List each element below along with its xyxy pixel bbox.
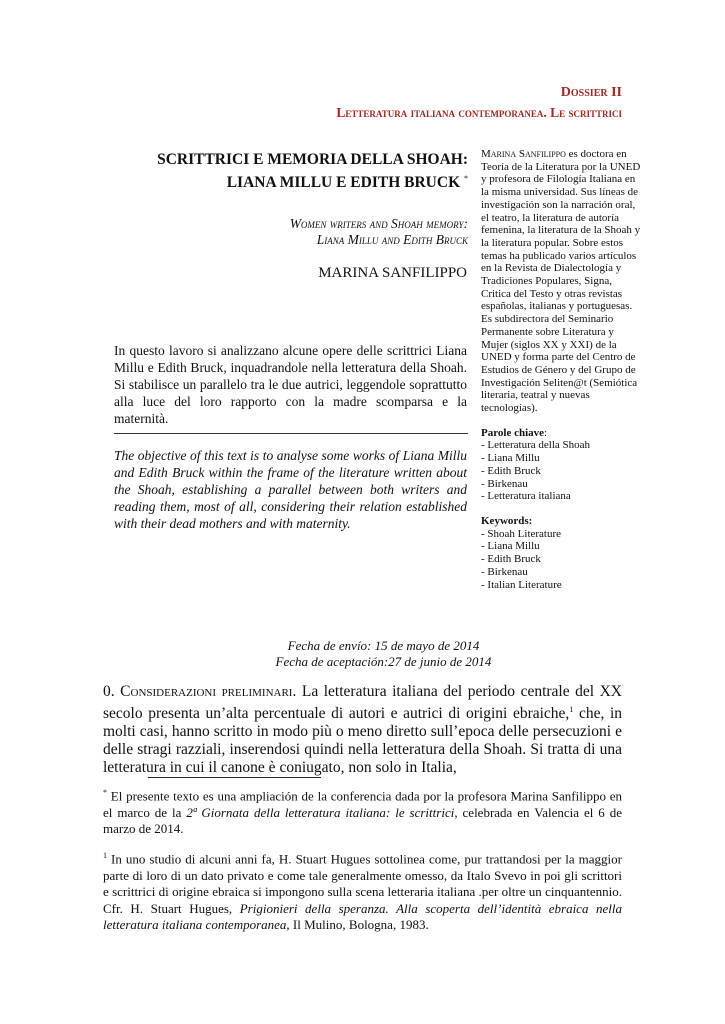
- list-item: - Birkenau: [481, 477, 528, 490]
- list-item: - Letteratura italiana: [481, 490, 571, 503]
- running-header: [336, 83, 622, 123]
- list-item: - Liana Millu: [481, 452, 540, 465]
- english-title: [290, 216, 468, 248]
- date-accepted: Fecha de aceptación:27 de junio de 2014: [275, 654, 492, 669]
- list-item: - Edith Bruck: [481, 464, 541, 477]
- article-title: [157, 150, 468, 192]
- list-item: - Liana Millu: [481, 540, 540, 553]
- abstract-divider: [114, 433, 468, 434]
- footnote-1: [103, 848, 622, 934]
- abstract-english: The objective of this text is to analyse some works of Liana Millu and Edith Bruck within the frame of the literature written about the Shoah, establishing a parallel between both writers and reading them, most of all, considering their relation established with their dead mothers and with maternity.: [114, 448, 467, 531]
- body-text: [103, 683, 622, 777]
- footnote-star: [103, 785, 622, 838]
- footnote-star-text-2: , celebrada en Valencia el 6 de marzo de 2014.: [103, 804, 623, 837]
- footnote-1-mark: 1: [103, 851, 107, 860]
- english-title-line-2: Liana Millu and Edith Bruck: [316, 232, 468, 247]
- paragraph-part-1: La letteratura italiana del periodo centrale del XX secolo presenta un’alta percentuale di autori e autrici di origini ebraiche,: [103, 683, 623, 723]
- section-label: Letteratura italiana contemporanea. Le scrittrici: [336, 105, 622, 120]
- submission-dates: [114, 638, 653, 670]
- bio-name: Marina Sanfilippo: [481, 148, 566, 160]
- title-line-2: LIANA MILLU E EDITH BRUCK: [226, 174, 461, 192]
- english-title-line-1: Women writers and Shoah memory:: [289, 216, 468, 231]
- keywords-list: [481, 528, 641, 592]
- footnote-star-mark: *: [103, 788, 107, 797]
- author-name: MARINA SANFILIPPO: [318, 265, 467, 281]
- title-line-1: SCRITTRICI E MEMORIA DELLA SHOAH:: [157, 151, 468, 168]
- footnote-1-text-1: In uno studio di alcuni anni fa, H. Stuart Hugues sottolinea come, pur trattandosi per la maggior parte di loro di un dato privato e come tale generalmente omesso, da Italo Svevo in poi gli scrittori e scrittrici di origine ebraica si impongono sulla scena letteraria italiana .per oltre un cinquantennio. Cfr. H. Stuart Hugues,: [103, 851, 622, 916]
- footnote-separator: [148, 777, 321, 778]
- section-number: 0.: [103, 683, 115, 700]
- footnote-1-text-2: , Il Mulino, Bologna, 1983.: [286, 917, 429, 933]
- parole-chiave-heading: Parole chiave:: [481, 426, 548, 439]
- footnote-1-italic: Prigionieri della speranza. Alla scoperta dell’identità ebraica nella letteratura italiana contemporanea: [103, 900, 622, 933]
- section-heading: Considerazioni preliminari.: [120, 683, 297, 700]
- author-bio: [481, 148, 641, 415]
- footnote-star-text-1: El presente texto es una ampliación de la conferencia dada por la profesora Marina Sanfilippo en el marco de la: [103, 788, 623, 820]
- title-footnote-mark[interactable]: *: [464, 174, 468, 183]
- list-item: - Letteratura della Shoah: [481, 439, 591, 452]
- dossier-label: Dossier II: [560, 85, 622, 100]
- list-item: - Shoah Literature: [481, 527, 562, 540]
- list-item: - Italian Literature: [481, 578, 562, 591]
- author-sidebar: [481, 148, 641, 591]
- date-sent: Fecha de envío: 15 de mayo de 2014: [287, 638, 480, 653]
- parole-chiave-list: [481, 439, 641, 503]
- footnote-star-italic: 2ª Giornata della letteratura italiana: le scrittrici: [186, 804, 455, 820]
- keywords-heading: Keywords:: [481, 514, 533, 527]
- bio-text: es doctora en Teoría de la Literatura por la UNED y profesora de Filología Italiana en la misma universidad. Sus líneas de investigación son la narración oral, el teatro, la literatura de autoría femenina, la literatura de la Shoah y la literatura popular. Sobre estos temas ha publicado varios artículos en la Revista de Dialectología y Tradiciones Populares, Signa, Critica del Testo y otras revistas españolas, italianas y portuguesas. Es subdirectora del Seminario Permanente sobre Literatura y Mujer (siglos XX y XXI) de la UNED y forma parte del Centro de Estudios de Género y del Grupo de Investigación Seliten@t (Semiótica literaria, teatral y nuevas tecnologías).: [481, 148, 641, 415]
- abstract-italian: In questo lavoro si analizzano alcune opere delle scrittrici Liana Millu e Edith Bruck, inquadrandole nella letteratura della Shoah. Si stabilisce un parallelo tra le due autrici, leggendole soprattutto alla luce del loro rapporto con la madre scomparsa e la maternità.: [114, 343, 467, 426]
- footnote-ref-1[interactable]: 1: [569, 705, 574, 714]
- list-item: - Edith Bruck: [481, 553, 541, 566]
- paragraph-part-2: che, in molti casi, hanno scritto in modo più o meno diretto sull’epoca delle persecuzioni e delle stragi razziali, inserendosi quindi nella letteratura della Shoah. Si tratta di una letteratura in cui il canone è coniugato, non solo in Italia,: [103, 705, 622, 777]
- list-item: - Birkenau: [481, 565, 528, 578]
